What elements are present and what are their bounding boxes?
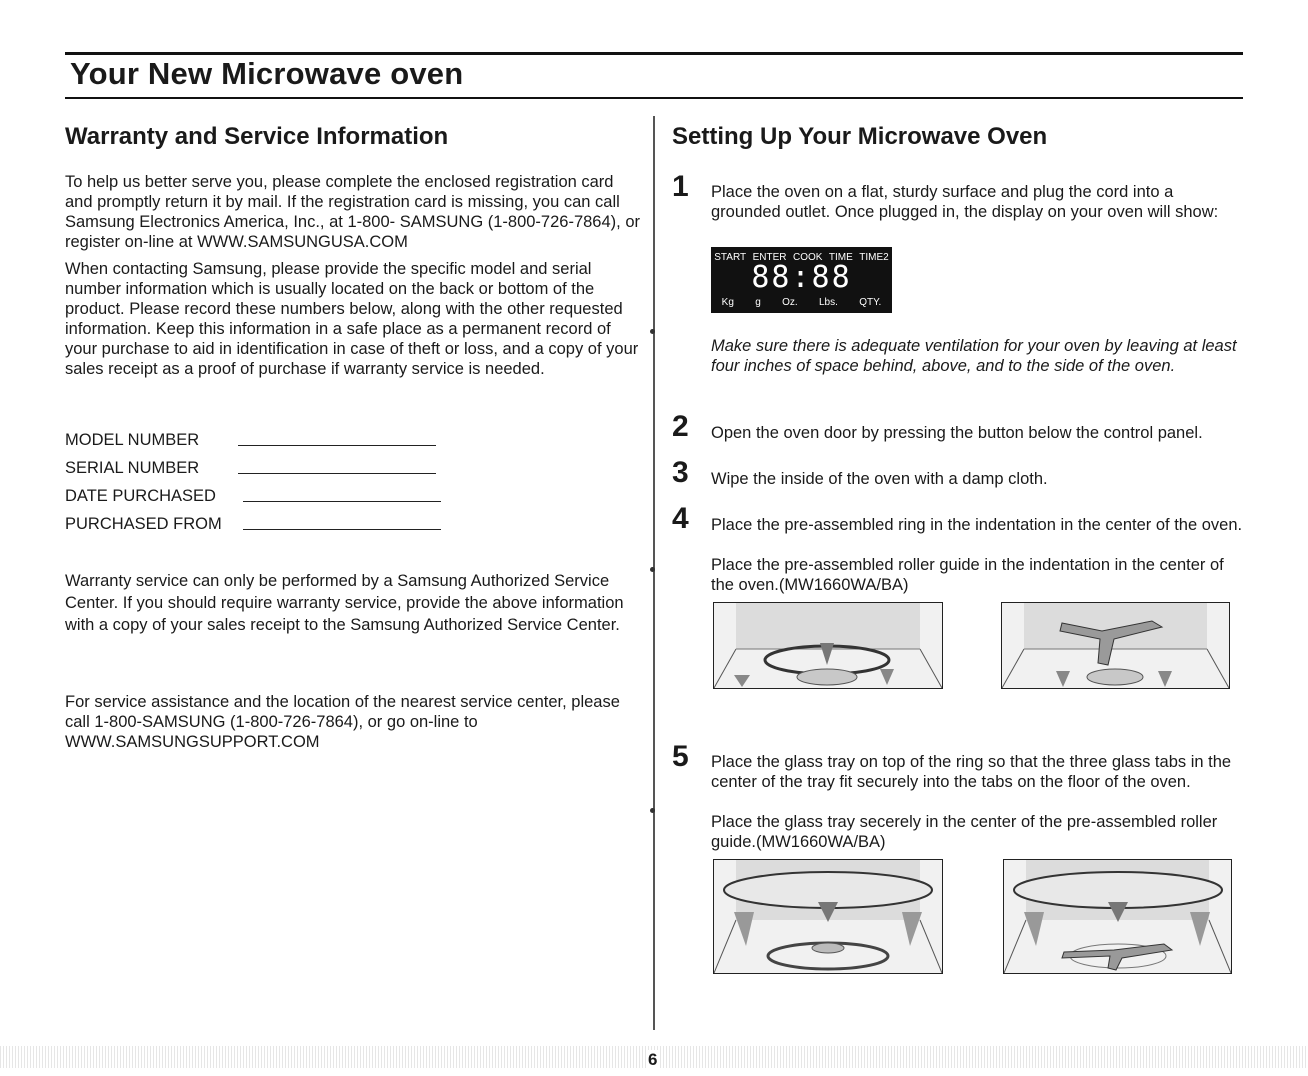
- step-2-text: Open the oven door by pressing the button below the control panel.: [711, 424, 1203, 442]
- warranty-paragraph-4: For service assistance and the location of the nearest service center, please call 1-800-SAMSUNG (1-800-726-7864), or go on-line to WWW.SAMSUNGSUPPORT.COM: [65, 693, 620, 751]
- model-number-line: [238, 445, 436, 446]
- purchased-from-label: PURCHASED FROM: [65, 515, 222, 533]
- display-label: g: [755, 297, 761, 308]
- display-bottom-labels: [711, 297, 892, 308]
- step-5-number: 5: [672, 740, 689, 773]
- display-label: Oz.: [782, 297, 798, 308]
- divider-bullet: [650, 808, 655, 813]
- setup-heading: Setting Up Your Microwave Oven: [672, 123, 1048, 150]
- display-label: COOK: [792, 252, 823, 263]
- header-rule-bottom: [65, 97, 1243, 99]
- divider-bullet: [650, 567, 655, 572]
- oven-display: [711, 247, 892, 313]
- divider-bullet: [650, 329, 655, 334]
- ring-placement-illustration: [713, 602, 943, 689]
- warranty-paragraph-1: To help us better serve you, please complete the enclosed registration card and promptly return it by mail. If the registration card is missing, you can call Samsung Electronics America, Inc., at 1-800- SAMSUNG (1-800-726-7864), or register on-line at WWW.SAMSUNGUSA.COM: [65, 173, 640, 251]
- step-2-number: 2: [672, 410, 689, 443]
- step-5-text: Place the glass tray on top of the ring so that the three glass tabs in the center of the tray fit securely into the tabs on the floor of the oven.: [711, 753, 1232, 791]
- ring-drawing: [714, 603, 942, 688]
- purchased-from-line: [243, 529, 441, 530]
- step-3-number: 3: [672, 456, 689, 489]
- page-title: Your New Microwave oven: [70, 56, 464, 91]
- step-4-number: 4: [672, 502, 689, 535]
- header-rule-top: [65, 52, 1243, 55]
- roller-guide-drawing: [1002, 603, 1229, 688]
- serial-number-label: SERIAL NUMBER: [65, 459, 200, 477]
- display-label: ENTER: [752, 252, 787, 263]
- display-label: START: [714, 252, 747, 263]
- glass-tray-ring-illustration: [713, 859, 943, 974]
- display-label: Lbs.: [819, 297, 838, 308]
- glass-tray-roller-drawing: [1004, 860, 1231, 973]
- page-number: 6: [648, 1050, 658, 1069]
- date-purchased-label: DATE PURCHASED: [65, 487, 216, 505]
- display-digits: 88:88: [751, 260, 852, 295]
- step-1-number: 1: [672, 170, 689, 203]
- step-3-text: Wipe the inside of the oven with a damp cloth.: [711, 470, 1048, 488]
- ventilation-note: Make sure there is adequate ventilation for your oven by leaving at least four inches of space behind, above, and to the side of the oven.: [711, 337, 1237, 375]
- serial-number-line: [238, 473, 436, 474]
- warranty-paragraph-3: Warranty service can only be performed by a Samsung Authorized Service Center. If you should require warranty service, provide the above information with a copy of your sales receipt to the Samsung Authorized Service Center.: [65, 572, 624, 634]
- step-4-text-alt: Place the pre-assembled roller guide in the indentation in the center of the oven.(MW1660WA/BA): [711, 556, 1224, 594]
- glass-tray-ring-drawing: [714, 860, 942, 973]
- display-label: QTY.: [859, 297, 882, 308]
- roller-guide-illustration: [1001, 602, 1230, 689]
- warranty-paragraph-2: When contacting Samsung, please provide the specific model and serial number information which is usually located on the back or bottom of the product. Please record these numbers below, along with the other requested information. Keep this information in a safe place as a permanent record of your purchase to aid in identification in case of theft or loss, and a copy of your sales receipt as a proof of purchase if warranty service is needed.: [65, 260, 639, 378]
- display-label: Kg: [721, 297, 734, 308]
- warranty-heading: Warranty and Service Information: [65, 123, 449, 150]
- step-5-text-alt: Place the glass tray secerely in the center of the pre-assembled roller guide.(MW1660WA/BA): [711, 813, 1218, 851]
- glass-tray-roller-illustration: [1003, 859, 1232, 974]
- step-1-text: Place the oven on a flat, sturdy surface and plug the cord into a grounded outlet. Once plugged in, the display on your oven will show:: [711, 183, 1219, 221]
- step-4-text: Place the pre-assembled ring in the indentation in the center of the oven.: [711, 516, 1243, 534]
- display-label: TIME2: [859, 252, 889, 263]
- display-label: TIME: [828, 252, 853, 263]
- date-purchased-line: [243, 501, 441, 502]
- model-number-label: MODEL NUMBER: [65, 431, 200, 449]
- column-divider: [653, 116, 655, 1030]
